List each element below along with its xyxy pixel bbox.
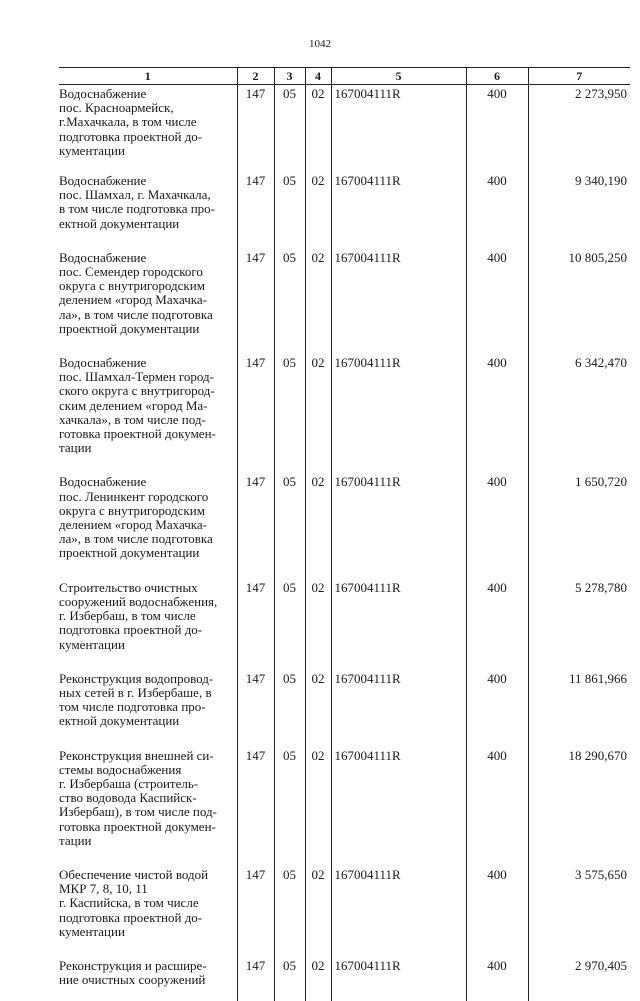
row-col-4-cell: 02: [305, 747, 331, 866]
table-row: [59, 473, 630, 578]
row-name-cell: Реконструкция внешней си- стемы водоснабжения г. Избербаша (строитель- ство водовода Каспийск- Избербаш), в том числе под- готовка проектной докумен- тации: [59, 747, 217, 848]
header-col-5: 5: [331, 68, 466, 85]
row-name-cell: Строительство очистных сооружений водоснабжения, г. Избербаш, в том числе подготовка проектной до- кументации: [59, 579, 218, 652]
table-row: [59, 579, 630, 670]
table-row: [59, 670, 630, 747]
row-col-4-cell: 02: [305, 957, 331, 1001]
table-row: [59, 957, 630, 1001]
row-col-2-cell: 147: [237, 579, 274, 670]
row-col-7-cell: 5 278,780: [528, 579, 630, 670]
row-col-3-cell: 05: [274, 473, 305, 578]
row-name-cell: Водоснабжение пос. Ленинкент городского округа с внутригородским делением «город Махачка- ла», в том числе подготовка проектной документации: [59, 474, 213, 561]
row-col-7-cell: 18 290,670: [528, 747, 630, 866]
row-col-4-cell: 02: [305, 249, 331, 354]
table-row: [59, 354, 630, 473]
row-col-2-cell: 147: [237, 957, 274, 1001]
row-name-cell: Реконструкция и расшире- ние очистных сооружений: [59, 957, 207, 988]
row-col-6-cell: 400: [466, 670, 528, 747]
row-col-5-cell: 167004111R: [331, 172, 466, 249]
row-col-2-cell: 147: [237, 354, 274, 473]
row-name-cell: Водоснабжение пос. Шамхал, г. Махачкала, в том числе подготовка про- ектной документации: [59, 173, 216, 231]
row-col-5-cell: 167004111R: [331, 957, 466, 1001]
table-header-row: [59, 68, 630, 85]
table-row: [59, 249, 630, 354]
table-row: [59, 747, 630, 866]
row-col-6-cell: 400: [466, 579, 528, 670]
row-col-6-cell: 400: [466, 85, 528, 173]
row-name-cell: Обеспечение чистой водой МКР 7, 8, 10, 11 г. Каспийска, в том числе подготовка проектной до- кументации: [59, 866, 209, 939]
table-row: [59, 85, 630, 173]
row-name-cell: Водоснабжение пос. Красноармейск, г.Махачкала, в том числе подготовка проектной до- кументации: [59, 86, 203, 158]
row-col-3-cell: 05: [274, 354, 305, 473]
row-col-7-cell: 1 650,720: [528, 473, 630, 578]
row-col-2-cell: 147: [237, 172, 274, 249]
row-col-7-cell: 11 861,966: [528, 670, 630, 747]
row-col-3-cell: 05: [274, 85, 305, 173]
row-col-6-cell: 400: [466, 354, 528, 473]
row-col-7-cell: 3 575,650: [528, 866, 630, 957]
row-col-2-cell: 147: [237, 866, 274, 957]
row-col-7-cell: 9 340,190: [528, 172, 630, 249]
row-col-5-cell: 167004111R: [331, 354, 466, 473]
table-row: [59, 172, 630, 249]
row-col-4-cell: 02: [305, 473, 331, 578]
row-col-6-cell: 400: [466, 957, 528, 1001]
row-col-5-cell: 167004111R: [331, 579, 466, 670]
row-col-4-cell: 02: [305, 579, 331, 670]
header-col-4: 4: [305, 68, 331, 85]
row-col-7-cell: 2 970,405: [528, 957, 630, 1001]
header-col-6: 6: [466, 68, 528, 85]
row-col-6-cell: 400: [466, 249, 528, 354]
row-col-6-cell: 400: [466, 473, 528, 578]
header-col-3: 3: [274, 68, 305, 85]
row-col-4-cell: 02: [305, 866, 331, 957]
row-col-6-cell: 400: [466, 866, 528, 957]
row-col-2-cell: 147: [237, 670, 274, 747]
row-col-3-cell: 05: [274, 866, 305, 957]
row-col-3-cell: 05: [274, 957, 305, 1001]
header-col-1: 1: [59, 68, 237, 85]
row-col-7-cell: 2 273,950: [528, 85, 630, 173]
row-col-7-cell: 10 805,250: [528, 249, 630, 354]
row-col-2-cell: 147: [237, 85, 274, 173]
row-col-4-cell: 02: [305, 354, 331, 473]
row-col-3-cell: 05: [274, 670, 305, 747]
row-col-3-cell: 05: [274, 579, 305, 670]
row-col-5-cell: 167004111R: [331, 747, 466, 866]
row-col-5-cell: 167004111R: [331, 249, 466, 354]
row-name-cell: Реконструкция водопровод- ных сетей в г. Избербаше, в том числе подготовка про- ектной документации: [59, 670, 214, 729]
row-name-cell: Водоснабжение пос. Семендер городского округа с внутригородским делением «город Махачка- ла», в том числе подготовка проектной документации: [59, 249, 213, 336]
row-name-cell: Водоснабжение пос. Шамхал-Термен город- ского округа с внутригород- ским делением «город Ма- хачкала», в том числе под- готовка проектной докумен- тации: [59, 355, 216, 456]
row-col-5-cell: 167004111R: [331, 866, 466, 957]
row-col-4-cell: 02: [305, 172, 331, 249]
row-col-3-cell: 05: [274, 747, 305, 866]
row-col-6-cell: 400: [466, 172, 528, 249]
page-number: 1042: [309, 38, 331, 50]
budget-table: [59, 67, 630, 1001]
row-col-5-cell: 167004111R: [331, 473, 466, 578]
header-col-7: 7: [528, 68, 630, 85]
row-col-7-cell: 6 342,470: [528, 354, 630, 473]
row-col-6-cell: 400: [466, 747, 528, 866]
row-col-5-cell: 167004111R: [331, 85, 466, 173]
row-col-4-cell: 02: [305, 85, 331, 173]
row-col-2-cell: 147: [237, 747, 274, 866]
table-row: [59, 866, 630, 957]
row-col-5-cell: 167004111R: [331, 670, 466, 747]
row-col-3-cell: 05: [274, 172, 305, 249]
row-col-3-cell: 05: [274, 249, 305, 354]
row-col-2-cell: 147: [237, 473, 274, 578]
header-col-2: 2: [237, 68, 274, 85]
row-col-2-cell: 147: [237, 249, 274, 354]
row-col-4-cell: 02: [305, 670, 331, 747]
